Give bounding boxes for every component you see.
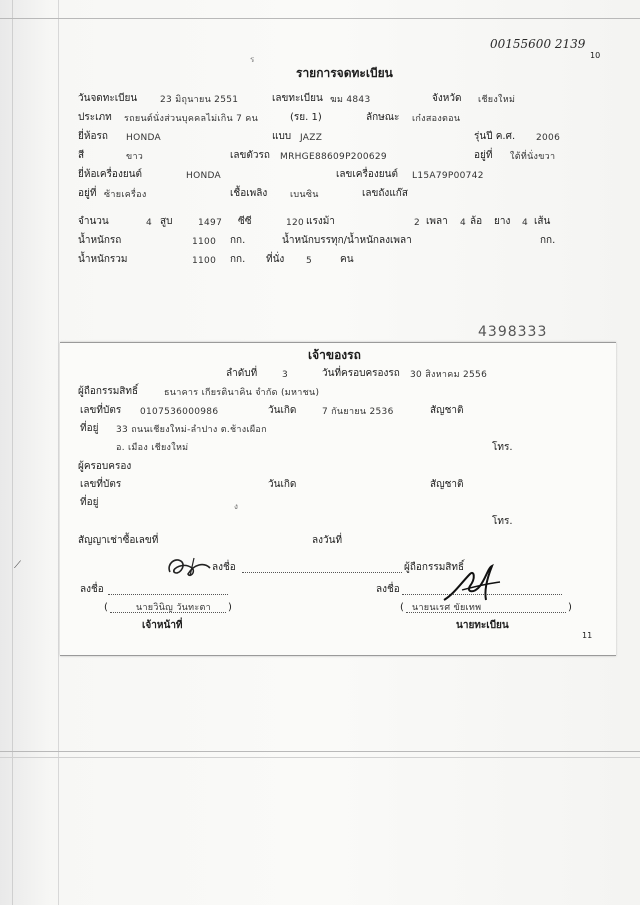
chassis-location-label: อยู่ที่ [474,150,493,161]
registrar-title: นายทะเบียน [456,620,509,631]
address-label: ที่อยู่ [80,423,99,434]
registration-title: รายการจดทะเบียน [296,66,393,80]
province-label: จังหวัด [432,93,462,104]
officer-name: นายวินิญ วันทะตา [136,603,211,613]
cylinder-value: 4 [146,218,153,228]
handwritten-serial: 00155600 2139 [490,37,586,51]
nationality-label: สัญชาติ [430,405,464,416]
registrar-close-paren: ) [568,602,572,613]
engine-location-value: ซ้ายเครื่อง [104,190,147,200]
hp-label: แรงม้า [306,216,335,227]
officer-title: เจ้าหน้าที่ [142,620,183,631]
id-label: เลขที่บัตร [80,405,122,416]
color-label: สี [78,150,85,161]
id-value: 0107536000986 [140,407,219,417]
brand-value: HONDA [126,133,162,143]
reg-date-label: วันจดทะเบียน [78,93,138,104]
possessor-dob-label: วันเกิด [268,479,297,490]
year-value: 2006 [536,133,561,143]
style-value: เก๋งสองตอน [412,114,461,124]
engine-no-value: L15A79P00742 [412,171,484,181]
cc-label: ซีซี [238,216,252,227]
hire-purchase-label: สัญญาเช่าซื้อเลขที่ [78,535,159,546]
fuel-label: เชื้อเพลิง [230,188,268,199]
engine-brand-value: HONDA [186,171,222,181]
sign-label: ลงชื่อ [212,562,236,573]
possessor-nationality-label: สัญชาติ [430,479,464,490]
type-code: (รย. 1) [290,112,322,123]
possessor-label: ผู้ครอบครอง [78,461,132,472]
holder-label: ผู้ถือกรรมสิทธิ์ [78,386,139,397]
brand-label: ยี่ห้อรถ [78,131,108,142]
possessor-id-label: เลขที่บัตร [80,479,122,490]
style-label: ลักษณะ [366,112,400,123]
weight-value: 1100 [192,237,217,247]
model-value: JAZZ [300,133,323,143]
province-value: เชียงใหม่ [478,95,516,105]
seats-value: 5 [306,256,313,266]
reg-date-value: 23 มิถุนายน 2551 [160,95,239,105]
axle-value: 2 [414,218,421,228]
registrar-open-paren: ( [400,602,404,613]
holder-signature-label: ผู้ถือกรรมสิทธิ์ [404,562,465,573]
reg-no-value: ฆม 4843 [330,95,371,105]
possess-date-value: 30 สิงหาคม 2556 [410,370,488,380]
gross-weight-value: 1100 [192,256,217,266]
scan-line [0,751,640,752]
wheel-value: 4 [460,218,467,228]
small-mark: ร [250,55,255,64]
address-line-2: อ. เมือง เชียงใหม่ [116,443,189,453]
scan-edge-line [58,0,59,905]
registrar-signature [440,560,504,606]
owner-title: เจ้าของรถ [308,348,361,362]
gross-weight-label: น้ำหนักรวม [78,254,128,265]
dob-value: 7 กันยายน 2536 [322,407,394,417]
type-value: รถยนต์นั่งส่วนบุคคลไม่เกิน 7 คน [124,114,259,124]
gas-tank-label: เลขถังแก๊ส [362,188,408,199]
hire-purchase-date-label: ลงวันที่ [312,535,343,546]
possess-date-label: วันที่ครอบครองรถ [322,368,400,379]
reg-no-label: เลขทะเบียน [272,93,323,104]
color-value: ขาว [126,152,144,162]
seats-label: ที่นั่ง [266,254,285,265]
tire-label: ยาง [494,216,511,227]
scan-line [0,18,640,19]
seq-value: 3 [282,370,289,380]
sign-left-label: ลงชื่อ [80,584,104,595]
scan-mark: ⟋ [14,560,21,571]
address-line-1: 33 ถนนเชียงใหม่-ลำปาง ต.ช้างเผือก [116,425,267,435]
page-number-top: 10 [590,51,601,60]
engine-brand-label: ยี่ห้อเครื่องยนต์ [78,169,143,180]
page-number-bottom: 11 [582,631,593,640]
officer-close-paren: ) [228,602,232,613]
tel-label: โทร. [492,442,513,453]
year-label: รุ่นปี ค.ศ. [474,131,516,142]
cylinder-label: สูบ [160,216,173,227]
possessor-address-label: ที่อยู่ [80,497,99,508]
cc-value: 1497 [198,218,223,228]
holder-value: ธนาคาร เกียรตินาคิน จำกัด (มหาชน) [164,388,320,398]
wheel-label: ล้อ [470,216,483,227]
tire-unit: เส้น [534,216,551,227]
fuel-value: เบนซิน [290,190,319,200]
chassis-location-value: ใต้ที่นั่งขวา [510,152,556,162]
engine-location-label: อยู่ที่ [78,188,97,199]
registrar-name: นายนเรศ ขัยเทพ [412,603,482,613]
load-unit: กก. [540,235,556,246]
sign-line [242,572,402,573]
possessor-tel-label: โทร. [492,516,513,527]
engine-no-label: เลขเครื่องยนต์ [336,169,398,180]
stamp-number: 4398333 [478,324,548,340]
scan-line [0,757,640,758]
type-label: ประเภท [78,112,112,123]
holder-signature [164,550,214,584]
qty-label: จำนวน [78,216,109,227]
seats-unit: คน [340,254,354,265]
load-label: น้ำหนักบรรทุก/น้ำหนักลงเพลา [282,235,412,246]
gross-weight-unit: กก. [230,254,246,265]
possessor-address-mark: ง [234,502,238,511]
weight-label: น้ำหนักรถ [78,235,122,246]
dob-label: วันเกิด [268,405,297,416]
weight-unit: กก. [230,235,246,246]
sign-right-label: ลงชื่อ [376,584,400,595]
scan-edge-line [12,0,13,905]
tire-value: 4 [522,218,529,228]
seq-label: ลำดับที่ [226,368,258,379]
sign-left-line [108,594,228,595]
hp-value: 120 [286,218,305,228]
model-label: แบบ [272,131,292,142]
chassis-label: เลขตัวรถ [230,150,270,161]
chassis-value: MRHGE88609P200629 [280,152,387,162]
axle-label: เพลา [426,216,448,227]
officer-open-paren: ( [104,602,108,613]
